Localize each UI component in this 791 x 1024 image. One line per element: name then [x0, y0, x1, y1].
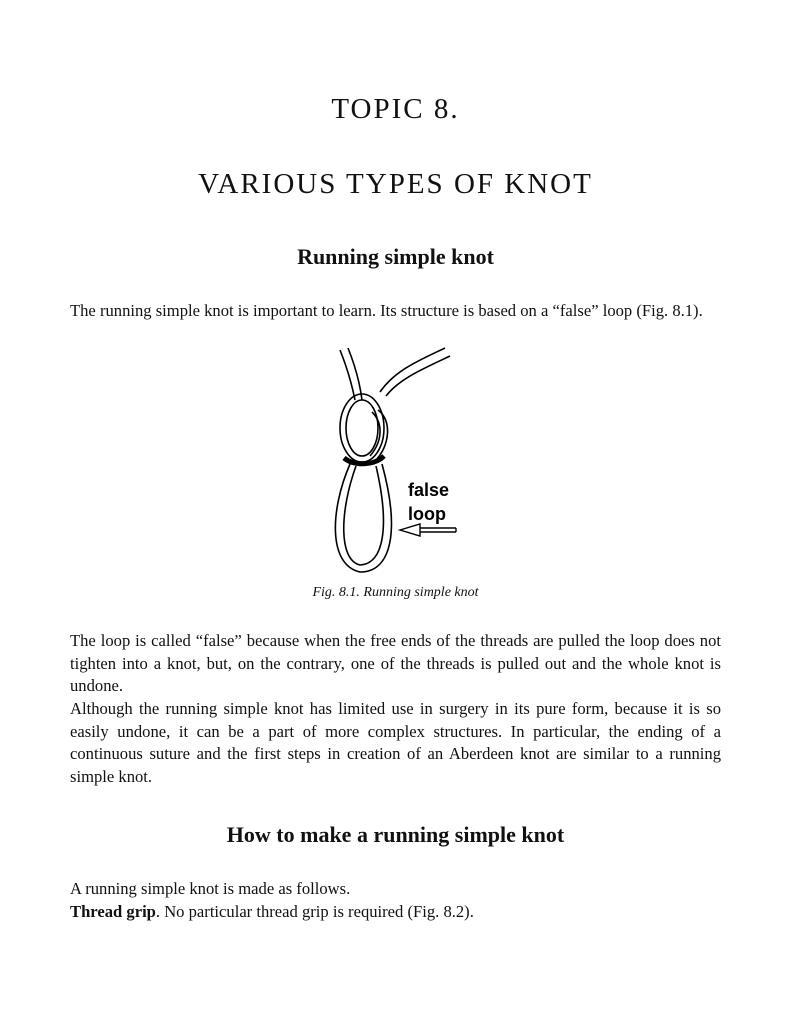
false-loop — [335, 464, 391, 572]
arrow-icon — [400, 524, 456, 536]
thread-grip-label: Thread grip — [70, 902, 156, 921]
figure-label-loop: loop — [408, 504, 446, 524]
figure-label-false: false — [408, 480, 450, 500]
surgical-use-paragraph: Although the running simple knot has limited use in surgery in its pure form, because it is so easily undone, it can be a part of more complex structures. In particular, the ending of a continuous suture and the first steps in creation of an Aberdeen knot are similar to a running simple knot. — [70, 699, 721, 786]
section-heading-running-simple-knot: Running simple knot — [297, 244, 494, 269]
topic-number: TOPIC 8. — [331, 93, 460, 125]
topic-title: VARIOUS TYPES OF KNOT — [198, 168, 593, 200]
false-loop-explanation: The loop is called “false” because when the free ends of the threads are pulled the loop does not tighten into a knot, but, on the contrary, one of the threads is pulled out and the whole knot is undone. — [70, 631, 721, 695]
intro-paragraph: The running simple knot is important to learn. Its structure is based on a “false” loop (Fig. 8.1). — [70, 301, 703, 320]
how-to-intro: A running simple knot is made as follows. — [70, 879, 351, 898]
knot-head — [340, 394, 388, 464]
figure-caption: Fig. 8.1. Running simple knot — [312, 585, 479, 600]
thread-grip-paragraph — [70, 901, 721, 924]
section-heading-how-to: How to make a running simple knot — [226, 822, 565, 847]
thread-ends — [340, 348, 450, 400]
knot-illustration — [300, 340, 490, 580]
thread-grip-text: . No particular thread grip is required (Fig. 8.2). — [155, 902, 474, 921]
